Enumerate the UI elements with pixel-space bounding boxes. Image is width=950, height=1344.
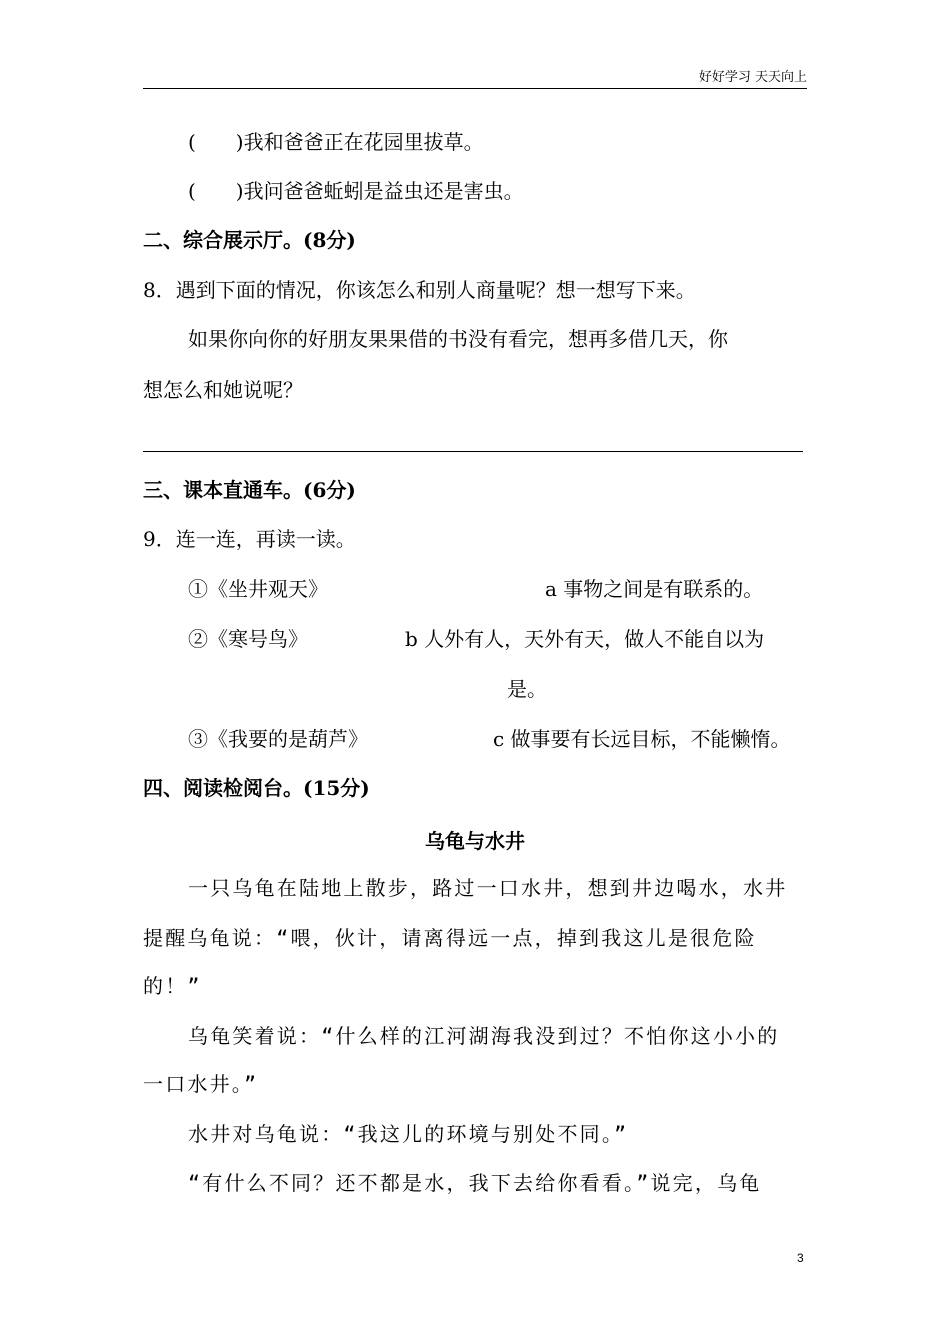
match-left-item-3: ③《我要的是葫芦》 [188, 727, 368, 751]
match-right-item-c: c 做事要有长远目标，不能懒惰。 [493, 727, 791, 751]
story-line-6: 水井对乌龟说：“我这儿的环境与别处不同。” [188, 1122, 629, 1146]
header-divider [143, 88, 807, 89]
story-line-3: 的！” [143, 974, 202, 998]
story-line-5: 一口水井。” [143, 1072, 259, 1096]
section2-heading: 二、综合展示厅。(8分) [143, 228, 356, 252]
q7-item-2: ( )我问爸爸蚯蚓是益虫还是害虫。 [188, 179, 524, 203]
story-line-4: 乌龟笑着说：“什么样的江河湖海我没到过？不怕你这小小的 [188, 1024, 780, 1048]
match-left-item-1: ①《坐井观天》 [188, 577, 328, 601]
section4-heading: 四、阅读检阅台。(15分) [143, 776, 370, 800]
match-right-item-b: b 人外有人，天外有天，做人不能自以为 [405, 627, 765, 651]
page-number: 3 [797, 1251, 804, 1265]
story-title: 乌龟与水井 [425, 829, 525, 853]
q7-item-1: ( )我和爸爸正在花园里拔草。 [188, 130, 484, 154]
header-slogan: 好好学习 天天向上 [698, 70, 807, 85]
story-line-2: 提醒乌龟说：“喂，伙计，请离得远一点，掉到我这儿是很危险 [143, 926, 757, 950]
match-right-item-a: a 事物之间是有联系的。 [545, 577, 764, 601]
story-line-7: “有什么不同？还不都是水，我下去给你看看。”说完，乌龟 [188, 1171, 762, 1195]
q8-body-line2: 想怎么和她说呢？ [143, 378, 303, 402]
section3-heading: 三、课本直通车。(6分) [143, 478, 356, 502]
match-left-item-2: ②《寒号鸟》 [188, 627, 308, 651]
answer-blank-line[interactable] [143, 451, 803, 452]
match-right-item-b-continued: 是。 [507, 677, 547, 701]
story-line-1: 一只乌龟在陆地上散步，路过一口水井，想到井边喝水，水井 [188, 876, 788, 900]
q8-body-line1: 如果你向你的好朋友果果借的书没有看完，想再多借几天，你 [188, 327, 728, 351]
q8-prompt: 8．遇到下面的情况，你该怎么和别人商量呢？想一想写下来。 [143, 278, 696, 302]
q9-prompt: 9．连一连，再读一读。 [143, 527, 356, 551]
